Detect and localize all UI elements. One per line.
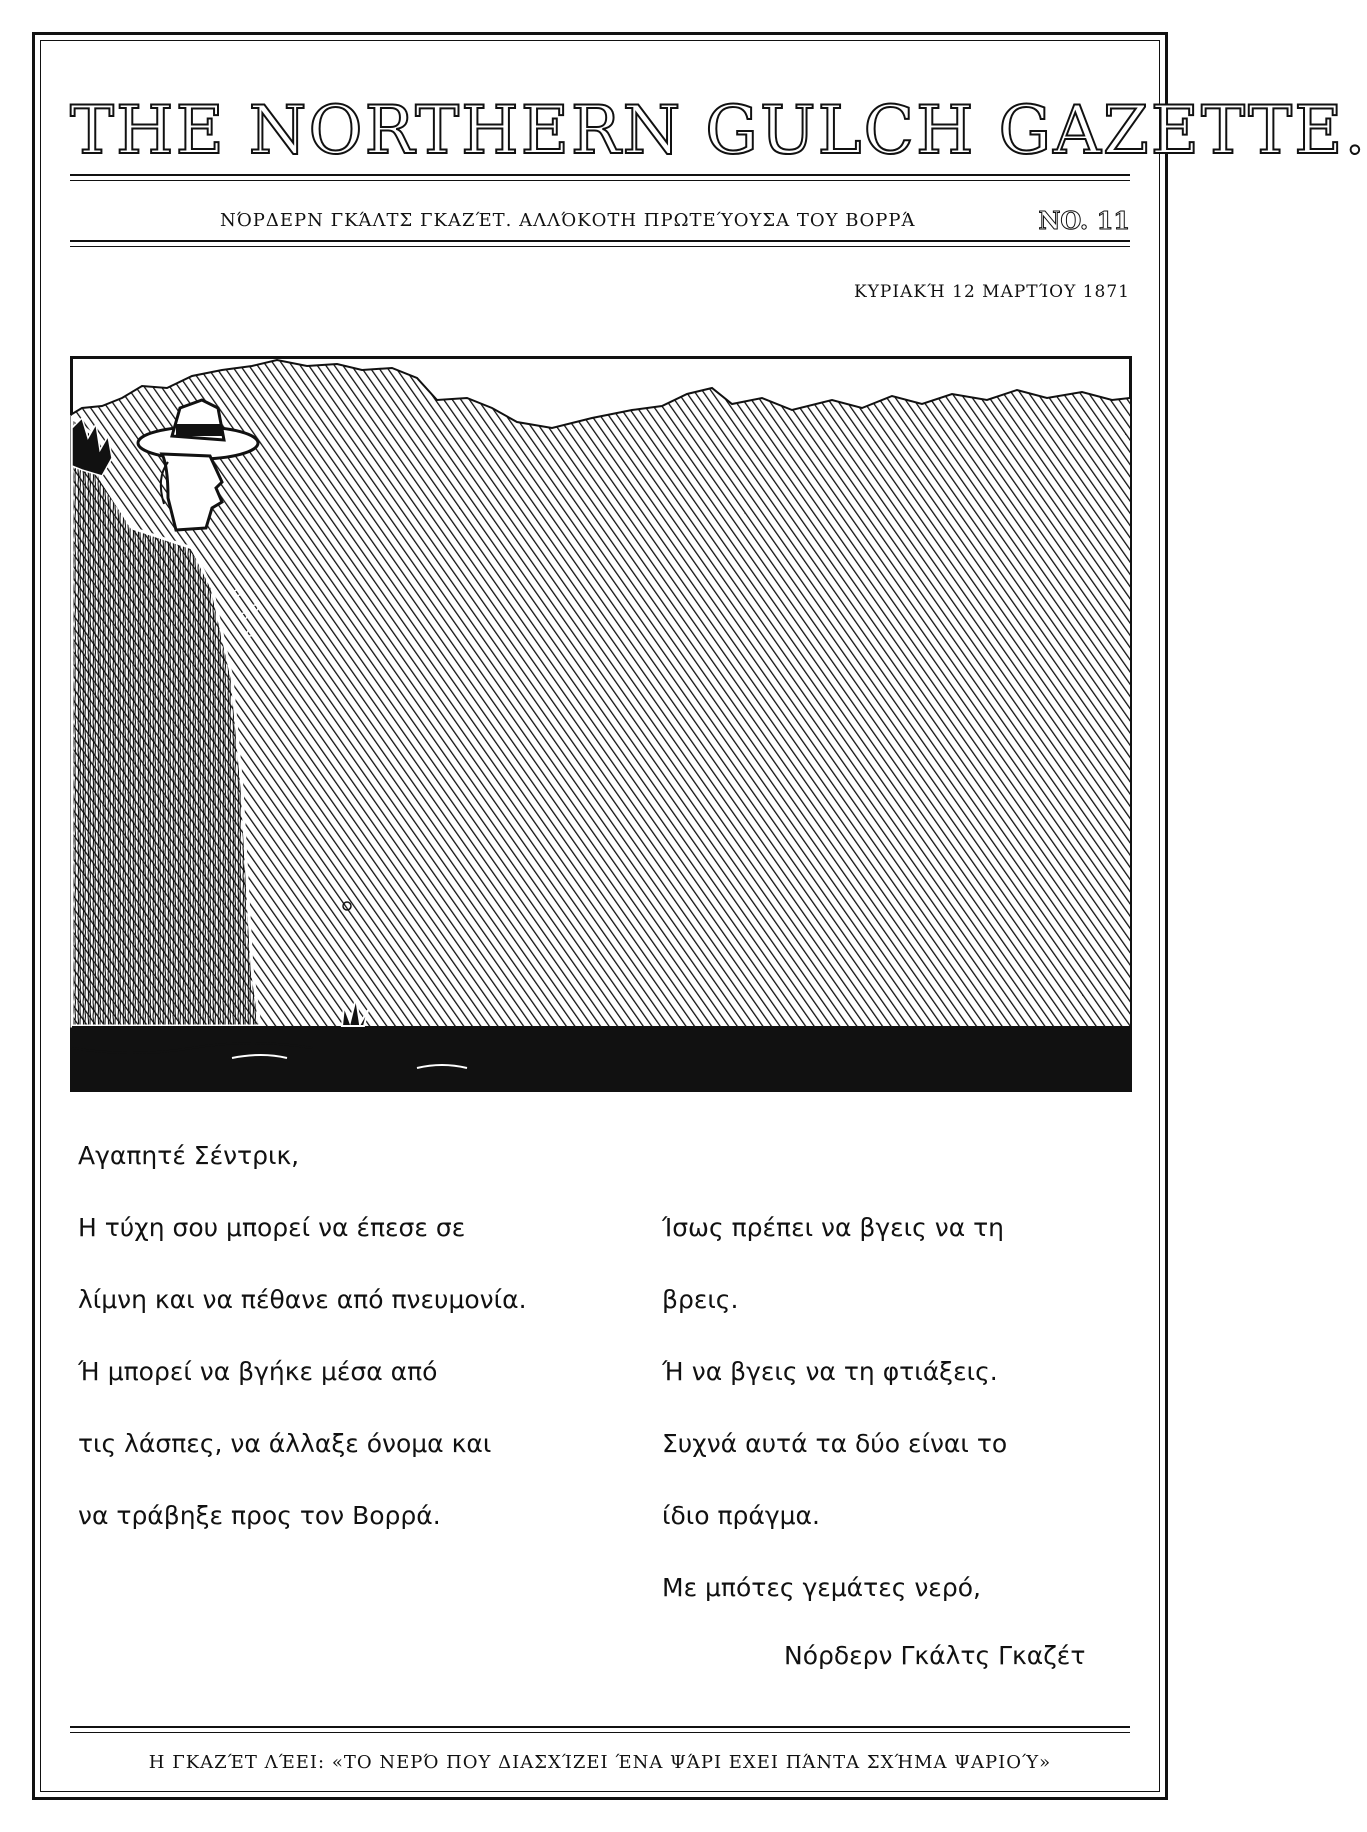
letter-right-line: βρεις. [662, 1285, 739, 1314]
subhead-rule-thin [70, 246, 1130, 247]
letter-left-line: να τράβηξε προς τον Βορρά. [78, 1501, 441, 1530]
footer-saying: Η ΓΚΑΖΈΤ ΛΈΕΙ: «ΤΟ ΝΕΡΌ ΠΟΥ ΔΙΑΣΧΊΖΕΙ ΈΝΑ ΨΆΡΙ ΕΧΕΙ ΠΆΝΤΑ ΣΧΉΜΑ ΨΑΡΙΟΎ» [148, 1752, 1052, 1773]
letter-left-line: τις λάσπες, να άλλαξε όνομα και [78, 1429, 492, 1458]
letter-left-line: λίμνη και να πέθανε από πνευμονία. [78, 1285, 527, 1314]
letter-left-line: Η τύχη σου μπορεί να έπεσε σε [78, 1213, 466, 1242]
masthead-rule-top [70, 174, 1130, 176]
dateline: ΚΥΡΙΑΚΉ 12 ΜΑΡΤΊΟΥ 1871 [854, 282, 1130, 302]
masthead-rule-top-thin [70, 180, 1130, 181]
subhead-text: ΝΌΡΔΕΡΝ ΓΚΆΛΤΣ ΓΚΑΖΈΤ. ΑΛΛΌΚΟΤΗ ΠΡΩΤΕΎΟΥΣΑ ΤΟΥ ΒΟΡΡΆ [220, 210, 916, 231]
letter-right-line: Ή να βγεις να τη φτιάξεις. [662, 1357, 998, 1386]
masthead-title: THE NORTHERN GULCH GAZETTE. [70, 92, 1367, 169]
footer-rule-thin [70, 1732, 1130, 1733]
letter-signature: Νόρδερν Γκάλτς Γκαζέτ [784, 1641, 1086, 1670]
letter-right-line: ίδιο πράγμα. [662, 1501, 820, 1530]
cliff-man-lake-icon [72, 358, 1130, 1090]
letter-greeting: Αγαπητέ Σέντρικ, [78, 1141, 300, 1170]
subhead-rule [70, 240, 1130, 242]
letter-left-line: Ή μπορεί να βγήκε μέσα από [78, 1357, 438, 1386]
letter-right-line: Ίσως πρέπει να βγεις να τη [662, 1213, 1005, 1242]
cliff-illustration [70, 356, 1132, 1092]
issue-number: NO. 11 [1038, 206, 1130, 235]
subhead-bar [70, 206, 1130, 236]
footer-rule [70, 1726, 1130, 1728]
letter-right-line: Συχνά αυτά τα δύο είναι το [662, 1429, 1008, 1458]
letter-right-line: Με μπότες γεμάτες νερό, [662, 1573, 981, 1602]
